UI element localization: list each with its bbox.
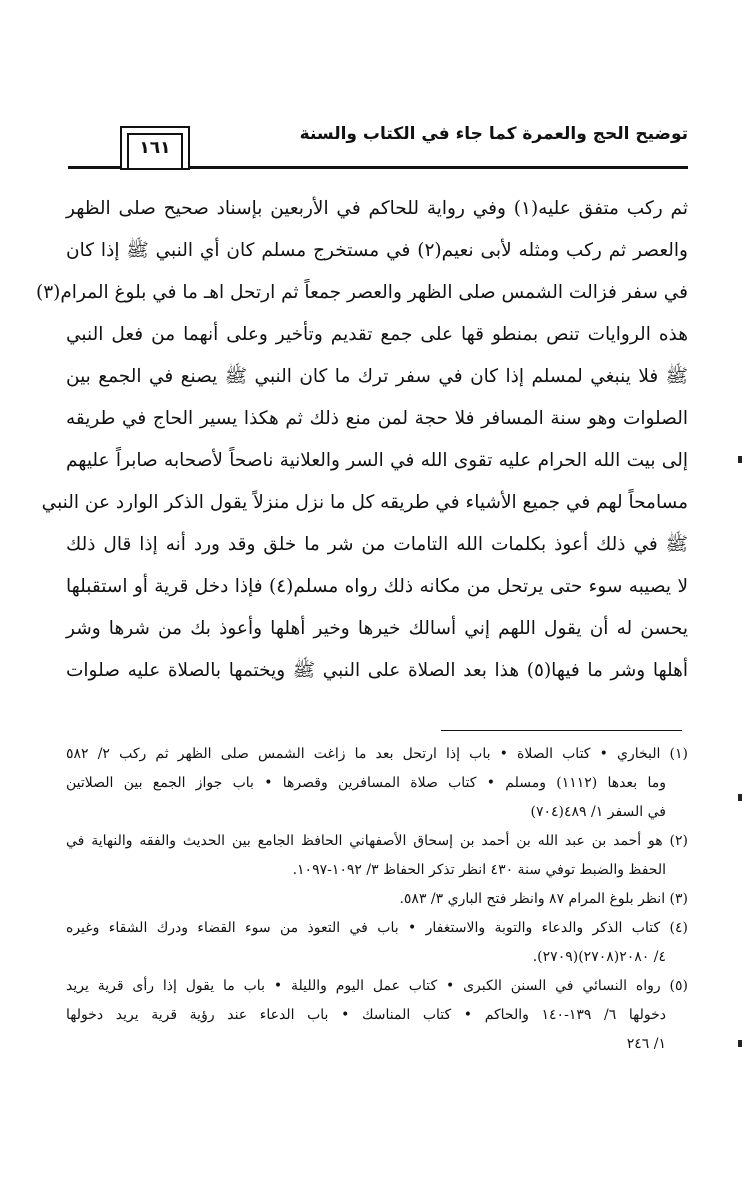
text-line: ﷺ في ذلك أعوذ بكلمات الله التامات من شر ما خلق وقد ورد أنه إذا قال ذلك <box>66 534 688 555</box>
text-line: أهلها وشر ما فيها(٥) هذا بعد الصلاة على النبي ﷺ ويختمها بالصلاة عليه صلوات <box>66 660 688 681</box>
text-line: مسامحاً لهم في جميع الأشياء في طريقه كل ما نزل منزلاً يقول الذكر الوارد عن النبي <box>41 492 688 513</box>
text-line: ﷺ فلا ينبغي لمسلم إذا كان في سفر ترك ما كان النبي ﷺ يصنع في الجمع بين <box>66 366 688 387</box>
text-line: إلى بيت الله الحرام عليه تقوى الله في السر والعلانية ناصحاً لأصحابه صابراً عليهم <box>66 450 688 471</box>
footnote-line: (٤) كتاب الذكر والدعاء والتوبة والاستغفار • باب في التعوذ من سوء القضاء ودرك الشقاء وغيره <box>66 920 688 936</box>
book-title: توضيح الحج والعمرة كما جاء في الكتاب والسنة <box>299 124 688 144</box>
footnote-line: وما بعدها (١١١٢) ومسلم • كتاب صلاة المسافرين وقصرها • باب جواز الجمع بين الصلاتين <box>66 775 666 791</box>
scan-mark <box>738 1040 742 1047</box>
footnote-line: ٤/ ٢٠٨٠(٢٧٠٨)(٢٧٠٩). <box>532 949 666 965</box>
page-number: ١٦١ <box>139 138 171 158</box>
footnote-line: في السفر ١/ ٤٨٩(٧٠٤) <box>530 804 666 820</box>
scan-mark <box>738 456 742 463</box>
footnote-line: (١) البخاري • كتاب الصلاة • باب إذا ارتحل بعد ما زاغت الشمس صلى الظهر ثم ركب ٢/ ٥٨٢ <box>66 746 688 762</box>
footnote-line: (٣) انظر بلوغ المرام ٨٧ وانظر فتح الباري ٣/ ٥٨٣. <box>399 891 688 907</box>
footnotes <box>66 740 688 1059</box>
text-line: لا يصيبه سوء حتى يرتحل من مكانه ذلك رواه مسلم(٤) فإذا دخل قرية أو استقبلها <box>66 576 688 597</box>
text-line: في سفر فزالت الشمس صلى الظهر والعصر جمعاً ثم ارتحل اهـ ما في بلوغ المرام(٣) <box>35 282 688 303</box>
footnote-line: (٥) رواه النسائي في السنن الكبرى • كتاب عمل اليوم والليلة • باب ما يقول إذا رأى قرية يريد <box>66 978 688 994</box>
text-line: ثم ركب متفق عليه(١) وفي رواية للحاكم في الأربعين بإسناد صحيح صلى الظهر <box>66 198 688 219</box>
header-rule-right <box>190 166 688 169</box>
text-line: يحسن له أن يقول اللهم إني أسالك خيرها وخير أهلها وأعوذ بك من شرها وشر <box>66 618 688 639</box>
text-line: الصلوات وهو سنة المسافر فلا حجة لمن منع ذلك ثم هكذا يسير الحاج في طريقه <box>66 408 688 429</box>
footnote-separator <box>441 730 682 731</box>
main-text <box>35 188 688 692</box>
footnote-line: الحفظ والضبط توفي سنة ٤٣٠ انظر تذكر الحفاظ ٣/ ١٠٩٢-١٠٩٧. <box>292 862 666 878</box>
header-rule-left <box>68 166 122 169</box>
footnote-line: دخولها ٦/ ١٣٩-١٤٠ والحاكم • كتاب المناسك • باب الدعاء عند رؤية قرية يريد دخولها <box>66 1007 666 1023</box>
scan-mark <box>738 794 742 801</box>
footnote-line: (٢) هو أحمد بن عبد الله بن أحمد بن إسحاق الأصفهاني الحافظ الجامع بين الحديث والفقه والنهاية في <box>66 833 688 849</box>
page-number-frame <box>120 126 190 170</box>
page-header <box>66 118 688 178</box>
text-line: والعصر ثم ركب ومثله لأبى نعيم(٢) في مستخرج مسلم كان أي النبي ﷺ إذا كان <box>66 240 688 261</box>
footnote-line: ١/ ٢٤٦ <box>626 1036 666 1052</box>
text-line: هذه الروايات تنص بمنطو قها على جمع تقديم وتأخير وعلى أنهما من فعل النبي <box>66 324 688 345</box>
